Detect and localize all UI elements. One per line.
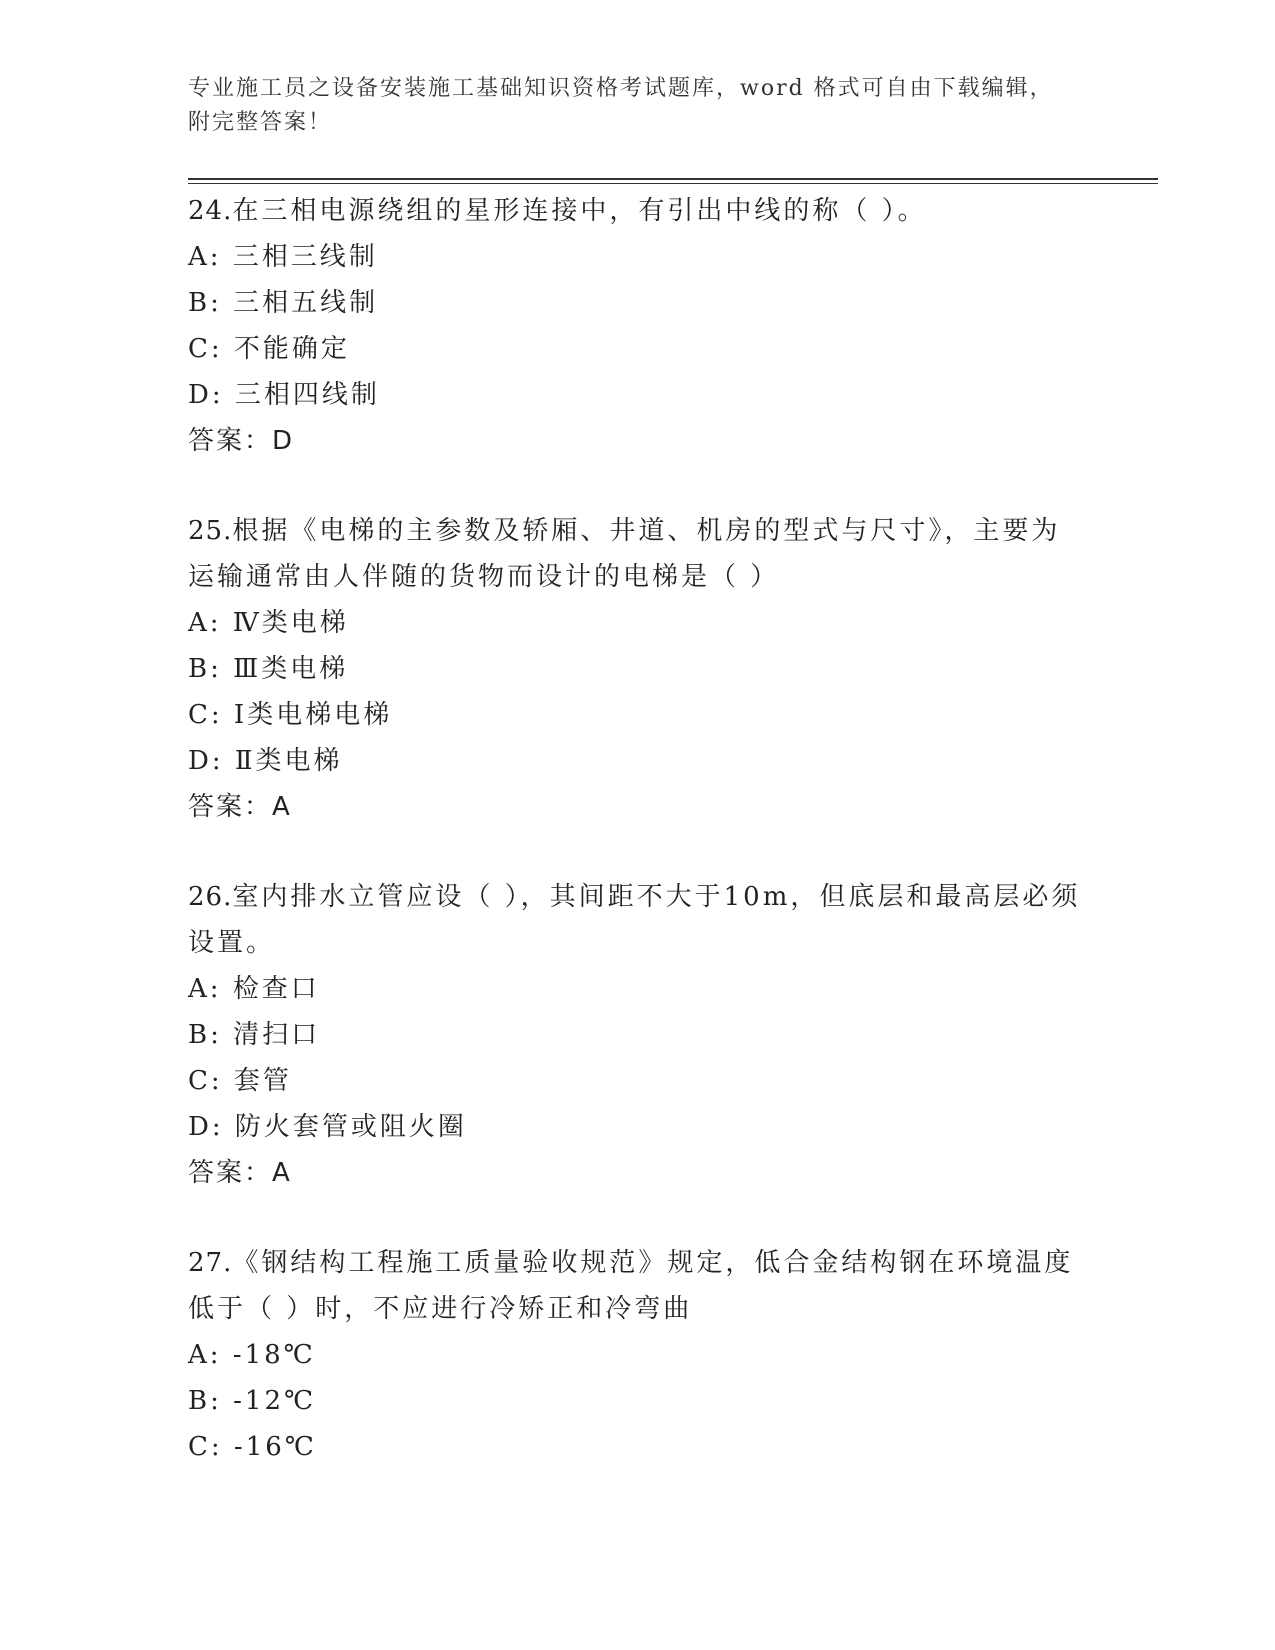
question-27 <box>188 1240 1088 1470</box>
header-line-1: 专业施工员之设备安装施工基础知识资格考试题库，word 格式可自由下载编辑， <box>188 76 1054 101</box>
option-c: C: 套管 <box>188 1066 292 1096</box>
option-b: B: 三相五线制 <box>188 288 379 318</box>
question-stem-line: 在三相电源绕组的星形连接中，有引出中线的称（ ）。 <box>232 196 927 226</box>
option-a: A: Ⅳ类电梯 <box>188 608 349 638</box>
answer: 答案：A <box>188 792 292 822</box>
header-line-2: 附完整答案！ <box>188 110 333 135</box>
option-c: C: 不能确定 <box>188 334 350 364</box>
answer: 答案：A <box>188 1158 292 1188</box>
option-c: C: Ⅰ类电梯电梯 <box>188 700 393 730</box>
header-divider-thin <box>188 183 1158 184</box>
question-number: 24. <box>188 196 233 226</box>
option-a: A: 检查口 <box>188 974 320 1004</box>
option-d: D: Ⅱ类电梯 <box>188 746 343 776</box>
question-stem-continued: 运输通常由人伴随的货物而设计的电梯是（ ） <box>188 562 780 592</box>
question-25 <box>188 508 1088 830</box>
question-stem-line: 根据《电梯的主参数及轿厢、井道、机房的型式与尺寸》，主要为 <box>232 516 1061 546</box>
option-b: B: -12℃ <box>188 1386 317 1416</box>
document-header <box>188 72 1068 140</box>
question-stem-line: 《钢结构工程施工质量验收规范》规定，低合金结构钢在环境温度 <box>232 1248 1074 1278</box>
question-list <box>188 188 1088 1514</box>
question-number: 27. <box>188 1248 233 1278</box>
option-d: D: 防火套管或阻火圈 <box>188 1112 467 1142</box>
question-stem-continued: 设置。 <box>188 928 276 958</box>
option-a: A: -18℃ <box>188 1340 316 1370</box>
question-stem-line: 室内排水立管应设（ ），其间距不大于10m，但底层和最高层必须 <box>232 882 1081 912</box>
question-stem <box>188 874 1088 920</box>
option-a: A: 三相三线制 <box>188 242 378 272</box>
question-24 <box>188 188 1088 464</box>
question-stem <box>188 188 1088 234</box>
option-d: D: 三相四线制 <box>188 380 380 410</box>
question-26 <box>188 874 1088 1196</box>
header-divider-thick <box>188 178 1158 180</box>
option-b: B: Ⅲ类电梯 <box>188 654 349 684</box>
answer: 答案：D <box>188 426 295 456</box>
option-b: B: 清扫口 <box>188 1020 321 1050</box>
question-number: 25. <box>188 516 233 546</box>
option-c: C: -16℃ <box>188 1432 317 1462</box>
question-number: 26. <box>188 882 233 912</box>
question-stem-continued: 低于（ ）时，不应进行冷矫正和冷弯曲 <box>188 1294 693 1324</box>
question-stem <box>188 1240 1088 1286</box>
question-stem <box>188 508 1088 554</box>
